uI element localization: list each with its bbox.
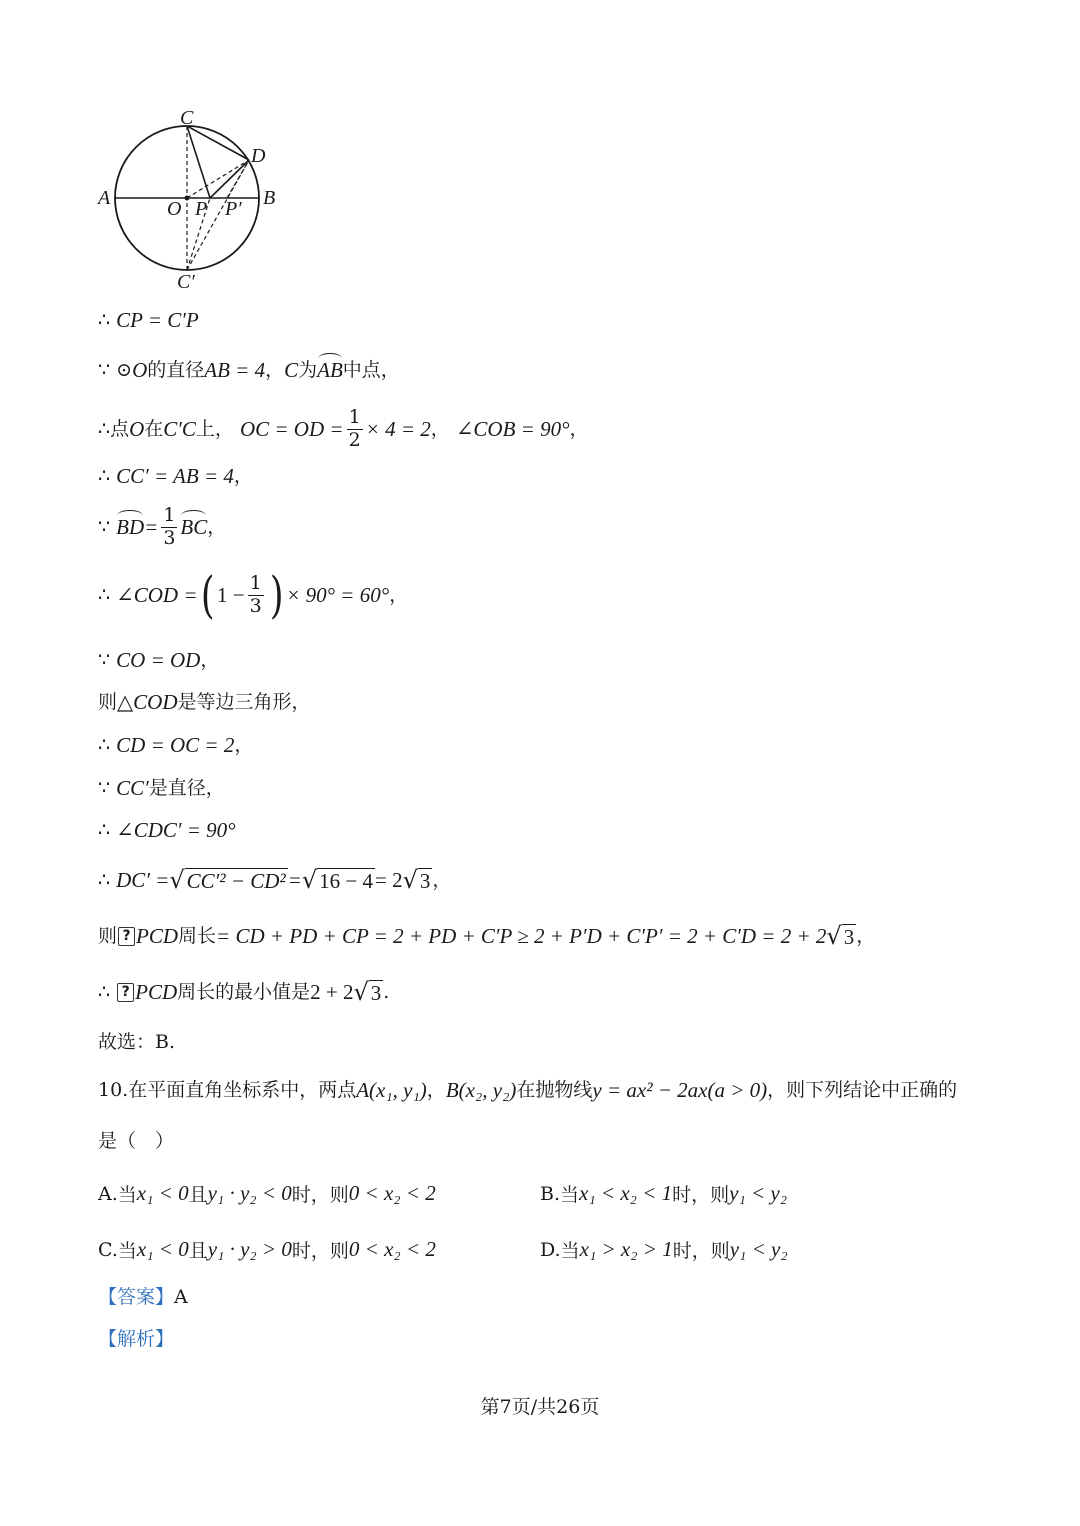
option-label: B. (540, 1182, 561, 1205)
text: ， (200, 649, 220, 671)
text: 在平面直角坐标系中，两点 (128, 1079, 357, 1101)
line-12 (98, 868, 451, 892)
question-number: 10. (98, 1079, 129, 1101)
therefore-symbol: ∴ (98, 309, 111, 331)
math: 1 − (217, 582, 245, 607)
math: × 90° = 60° (286, 582, 390, 607)
text: ， (432, 868, 452, 891)
radicand: 3 (419, 869, 431, 893)
text: 是（ ） (98, 1130, 175, 1152)
label-o: O (167, 198, 182, 220)
math: y = ax² − 2ax(a > 0) (592, 1078, 768, 1102)
math: ∠COD = (116, 582, 198, 607)
sqrt-3 (354, 980, 384, 1004)
math: × 4 = 2 (365, 416, 431, 441)
label-d: D (251, 145, 266, 167)
missing-glyph-icon: ? (118, 927, 135, 946)
line-6 (98, 566, 409, 624)
text: 时，则 (672, 1184, 730, 1206)
math: C′C (163, 416, 196, 441)
line-11 (98, 820, 236, 841)
text: . (383, 980, 390, 1003)
option-b (540, 1180, 787, 1207)
label-p-prime: P′ (225, 198, 242, 220)
sqrt-2 (302, 868, 375, 892)
question-10-line-2 (98, 1132, 174, 1151)
label-c-prime: C′ (177, 271, 195, 293)
answer-tag: 【答案】 (98, 1286, 175, 1308)
text: 在抛物线 (516, 1079, 593, 1101)
text: 时，则 (291, 1240, 349, 1262)
math: ∠COB = 90° (455, 416, 570, 441)
missing-glyph-icon: ? (117, 983, 134, 1002)
line-7 (98, 650, 219, 671)
line-14 (98, 980, 389, 1004)
because-symbol: ∵ (98, 515, 111, 538)
math: B(x₂, y₂) (445, 1078, 517, 1102)
math: 0 < x₂ < 2 (348, 1181, 436, 1205)
therefore-symbol: ∴ (98, 734, 111, 756)
text: ， (234, 734, 254, 756)
text: ， (430, 417, 450, 440)
text: 上， (195, 417, 234, 440)
segment-pd (210, 160, 249, 198)
math: y₁ < y₂ (729, 1237, 788, 1261)
text: 时，则 (672, 1240, 730, 1262)
math: OC = OD = (239, 416, 344, 441)
math: = (287, 867, 302, 892)
text: 当 (560, 1240, 580, 1262)
math: △COD (117, 690, 178, 714)
text: 且 (188, 1184, 208, 1206)
line-15 (98, 1033, 175, 1052)
line-9 (98, 735, 253, 756)
math: y₁ · y₂ > 0 (207, 1237, 292, 1261)
text: 当 (560, 1184, 580, 1206)
radical-sign: √ (301, 866, 318, 894)
therefore-symbol: ∴ (98, 583, 111, 606)
line-5 (98, 506, 226, 549)
text: 则 (98, 924, 118, 947)
math: CO = OD (116, 648, 201, 672)
math: CC′ = AB = 4 (116, 464, 234, 488)
radicand: CC′² − CD² (186, 869, 286, 893)
math: DC′ = (116, 867, 170, 892)
circle-symbol: ⊙ (116, 359, 133, 381)
line-2 (98, 360, 400, 381)
page-footer: 第7页/共26页 (480, 1396, 600, 1418)
radical-sign: √ (169, 866, 185, 894)
fraction-half (347, 408, 363, 451)
math: PCD (135, 979, 178, 1004)
text: ， (426, 1079, 446, 1101)
option-label: A. (98, 1182, 118, 1205)
sqrt-3 (403, 868, 433, 892)
arc-ab: AB (317, 358, 343, 382)
radicand: 3 (370, 981, 382, 1005)
math: O (129, 416, 145, 441)
option-label: C. (98, 1238, 118, 1261)
text: 当 (117, 1184, 137, 1206)
denominator: 2 (348, 428, 361, 451)
text: 点 (110, 417, 130, 440)
text: 则 (98, 691, 118, 713)
text: ， (856, 924, 876, 947)
text: 时，则 (291, 1184, 349, 1206)
text: 是直径， (148, 777, 225, 799)
math: = (144, 514, 159, 539)
math: CD = OC = 2 (116, 733, 235, 757)
center-dot (185, 196, 190, 201)
text: 周长 (178, 924, 217, 947)
text: ， (569, 417, 589, 440)
line-3 (98, 408, 589, 451)
math: 0 < x₂ < 2 (348, 1237, 436, 1261)
math: PCD (136, 923, 179, 948)
radicand: 3 (843, 925, 855, 949)
sqrt-1 (169, 868, 287, 892)
analysis-line (98, 1330, 174, 1349)
text: 的直径 (147, 359, 205, 381)
math: ∠CDC′ = 90° (116, 818, 236, 842)
text: ， (265, 359, 285, 381)
math: 2 + 2 (310, 979, 354, 1004)
fraction-third (161, 506, 177, 549)
denominator: 3 (163, 526, 176, 549)
left-paren: ( (200, 566, 215, 624)
option-c (98, 1236, 436, 1263)
line-13 (98, 924, 875, 948)
label-b: B (263, 187, 276, 209)
question-10-line-1 (98, 1080, 957, 1101)
radical-sign: √ (353, 978, 369, 1006)
circle-figure (90, 98, 390, 298)
math: y₁ < y₂ (729, 1181, 788, 1205)
math: O (132, 358, 148, 382)
option-a (98, 1180, 436, 1207)
denominator: 3 (249, 594, 262, 617)
because-symbol: ∵ (98, 649, 111, 671)
numerator: 1 (348, 406, 361, 428)
radicand: 16 − 4 (319, 869, 373, 893)
math: CC′ (116, 776, 149, 800)
text: 在 (144, 417, 164, 440)
line-4 (98, 466, 253, 487)
math: y₁ · y₂ < 0 (207, 1181, 292, 1205)
label-a: A (98, 187, 111, 209)
math: AB = 4 (204, 358, 266, 382)
radical-sign: √ (402, 866, 418, 894)
analysis-tag: 【解析】 (98, 1328, 175, 1350)
therefore-symbol: ∴ (98, 417, 111, 440)
line-8 (98, 692, 311, 713)
math: = 2 (374, 867, 403, 892)
text: 为 (298, 359, 318, 381)
text: ， (207, 515, 227, 538)
segment-od (187, 160, 249, 198)
text: 中点， (342, 359, 400, 381)
text: ， (389, 583, 409, 606)
arc-bc: BC (180, 514, 208, 539)
because-symbol: ∵ (98, 777, 111, 799)
math: C (284, 358, 299, 382)
line-1 (98, 310, 199, 331)
fraction-third (248, 571, 264, 617)
line-10 (98, 778, 225, 799)
sqrt-3 (826, 924, 856, 948)
text: 当 (117, 1240, 137, 1262)
label-c: C (180, 107, 194, 129)
numerator: 1 (163, 504, 176, 526)
math: x₁ > x₂ > 1 (579, 1237, 673, 1261)
option-label: D. (540, 1238, 561, 1261)
label-p: P (195, 198, 208, 220)
text: 且 (188, 1240, 208, 1262)
text: 周长的最小值是 (177, 980, 311, 1003)
arc-bd: BD (116, 514, 145, 539)
right-paren: ) (269, 566, 284, 624)
numerator: 1 (249, 571, 262, 594)
math: CP = C′P (116, 308, 199, 332)
answer-value: A (174, 1286, 188, 1308)
text: ， (233, 465, 253, 487)
answer-line (98, 1288, 188, 1307)
text: 是等边三角形， (177, 691, 311, 713)
math: A(x₁, y₁) (356, 1078, 427, 1102)
math: = CD + PD + CP = 2 + PD + C′P ≥ 2 + P′D + C′P′ = 2 + C′D = 2 + 2 (216, 923, 827, 948)
radical-sign: √ (826, 922, 842, 950)
math: x₁ < 0 (136, 1237, 189, 1261)
because-symbol: ∵ (98, 359, 111, 381)
therefore-symbol: ∴ (98, 819, 111, 841)
therefore-symbol: ∴ (98, 465, 111, 487)
conclusion: 故选：B. (98, 1031, 176, 1053)
therefore-symbol: ∴ (98, 868, 111, 891)
math: x₁ < x₂ < 1 (579, 1181, 673, 1205)
option-d (540, 1236, 788, 1263)
text: ，则下列结论中正确的 (767, 1079, 958, 1101)
therefore-symbol: ∴ (98, 980, 111, 1003)
math: x₁ < 0 (136, 1181, 189, 1205)
